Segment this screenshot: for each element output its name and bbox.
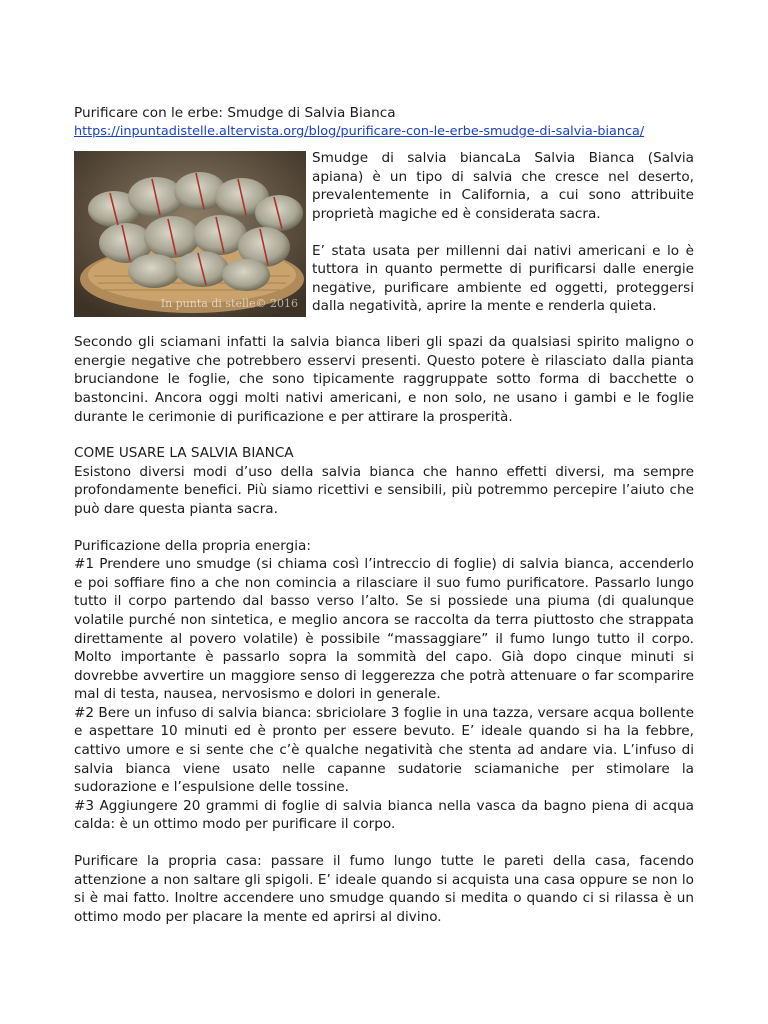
sage-bundles-illustration — [74, 151, 306, 317]
document-title: Purificare con le erbe: Smudge di Salvia Bianca — [74, 105, 396, 121]
step-2: #2 Bere un infuso di salvia bianca: sbriciolare 3 foglie in una tazza, versare acqua bollente e aspettare 10 minuti ed è pronto per essere bevuto. E’ ideale quando si ha la febbre, cattivo umore e si sente che c’è qualche negatività che stenta ad andare via. L’infuso di salvia bianca viene usato nelle capanne sudatorie sciamaniche per stimolare la sudorazione e l’espulsione delle tossine. — [74, 704, 694, 796]
energy-section — [74, 537, 694, 835]
step-1: #1 Prendere uno smudge (si chiama così l’intreccio di foglie) di salvia bianca, accenderlo e poi soffiare fino a che non comincia a rilasciare il suo fumo purificatore. Passarlo lungo tutto il corpo partendo dal basso verso l’alto. Se si possiede una piuma (di qualunque volatile purché non sintetica, e meglio ancora se raccolta da terra piuttosto che strappata direttamente al povero volatile) è possibile “massaggiare” il fumo lungo tutto il corpo. Molto importante è passarlo sopra la sommità del capo. Già dopo cinque minuti si dovrebbe avvertire un maggiore senso di leggerezza che potrà attenuare o far scomparire mal di testa, nausea, nervosismo e dolori in generale. — [74, 556, 694, 703]
energy-heading: Purificazione della propria energia: — [74, 537, 311, 554]
intro-section — [74, 149, 694, 317]
source-link[interactable]: https://inpuntadistelle.altervista.org/blog/purificare-con-le-erbe-smudge-di-salvia-bianca/ — [74, 123, 645, 139]
shamans-paragraph: Secondo gli sciamani infatti la salvia bianca liberi gli spazi da qualsiasi spirito maligno o energie negative che potrebbero esservi presenti. Questo potere è rilasciato dalla pianta bruciandone le foglie, che sono tipicamente raggruppate sotto forma di bacchette o bastoncini. Ancora oggi molti nativi americani, e non solo, ne usano i gambi e le foglie durante le cerimonie di purificazione e per attirare la prosperità. — [74, 334, 694, 425]
home-section — [74, 852, 694, 926]
intro-paragraph-1: Smudge di salvia biancaLa Salvia Bianca (Salvia apiana) è un tipo di salvia che cresce nel deserto, prevalentemente in California, a cui sono attribuite proprietà magiche ed è considerata sacra. — [312, 150, 694, 222]
step-3: #3 Aggiungere 20 grammi di foglie di salvia bianca nella vasca da bagno piena di acqua calda: è un ottimo modo per purificare il corpo. — [74, 797, 694, 833]
shamans-block — [74, 333, 694, 426]
section-intro: Esistono diversi modi d’uso della salvia bianca che hanno effetti diversi, ma sempre profondamente benefici. Più siamo ricettivi e sensibili, più potremmo percepire l’aiuto che può dare questa pianta sacra. — [74, 463, 694, 517]
document-page — [74, 104, 694, 944]
home-paragraph: Purificare la propria casa: passare il fumo lungo tutte le pareti della casa, facendo attenzione a non saltare gli spigoli. E’ ideale quando si acquista una casa oppure se non lo si è mai fatto. Inoltre accendere uno smudge quando si medita o quando ci si rilassa è un ottimo modo per placare la mente ed aprirsi al divino. — [74, 853, 694, 925]
intro-paragraph-2: E’ stata usata per millenni dai nativi americani e lo è tuttora in quanto permette di purificarsi dalle energie negative, purificare ambiente ed oggetti, proteggersi dalla negatività, aprire la mente e renderla quieta. — [312, 242, 694, 315]
usage-section — [74, 444, 694, 518]
photo-watermark: In punta di stelle© 2016 — [160, 296, 298, 310]
section-heading: COME USARE LA SALVIA BIANCA — [74, 445, 294, 462]
sage-bundles-photo — [74, 151, 306, 317]
